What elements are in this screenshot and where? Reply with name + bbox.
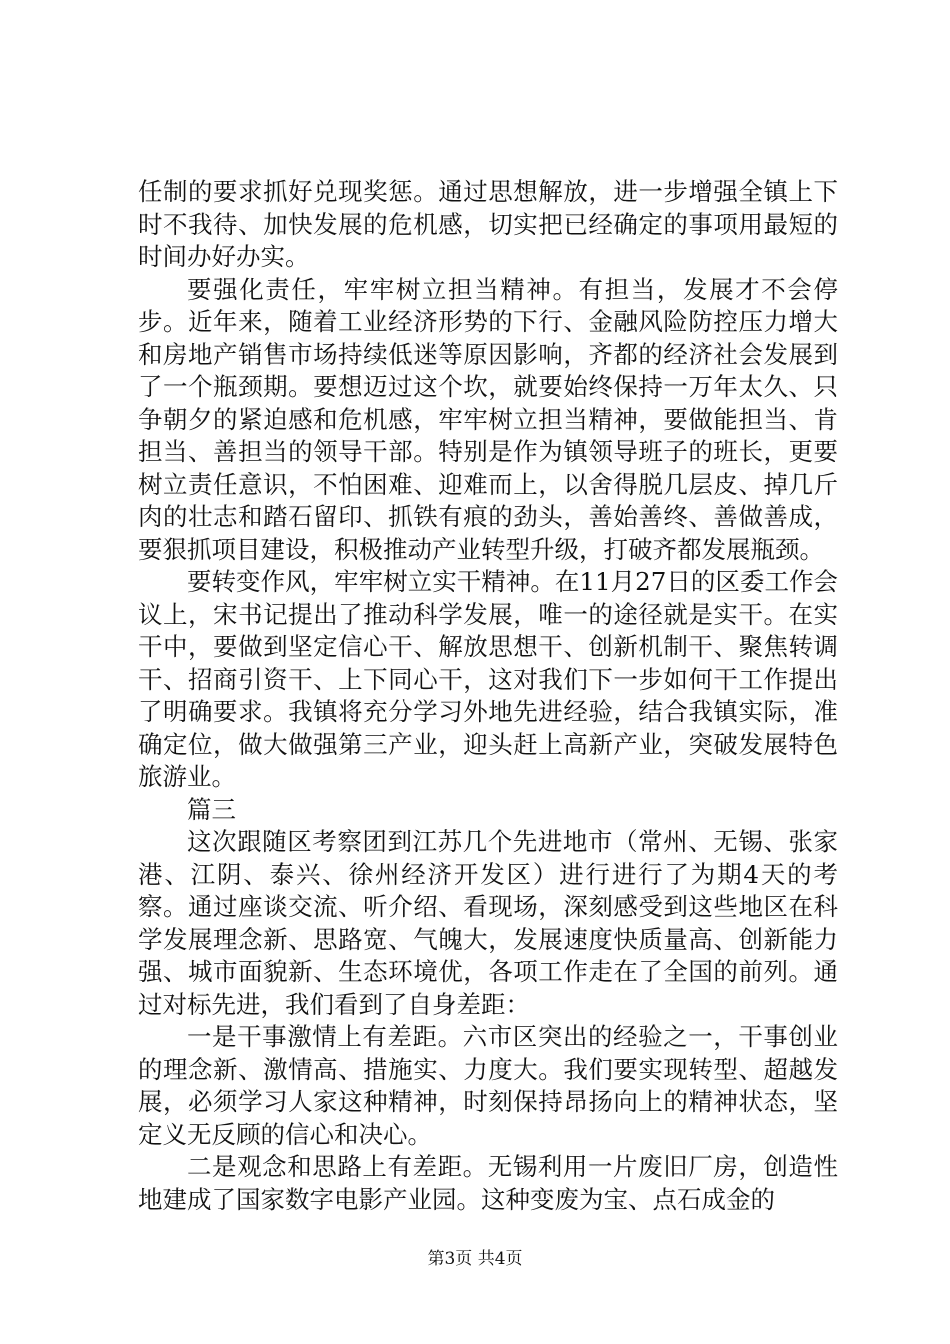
paragraph-inspection: 这次跟随区考察团到江苏几个先进地市（常州、无锡、张家港、江阴、泰兴、徐州经济开发区）进行进行了为期4天的考察。通过座谈交流、听介绍、看现场，深刻感受到这些地区在科学发展理念新、思路宽、气魄大，发展速度快质量高、创新能力强、城市面貌新、生态环境优，各项工作走在了全国的前列。通过对标先进，我们看到了自身差距：	[138, 827, 838, 1019]
paragraph-gap-passion: 一是干事激情上有差距。六市区突出的经验之一，干事创业的理念新、激情高、措施实、力度大。我们要实现转型、超越发展，必须学习人家这种精神，时刻保持昂扬向上的精神状态，坚定义无反顾的信心和决心。	[138, 1022, 838, 1149]
paragraph-continuation: 任制的要求抓好兑现奖惩。通过思想解放，进一步增强全镇上下时不我待、加快发展的危机感，切实把已经确定的事项用最短的时间办好办实。	[138, 177, 838, 271]
section-heading: 篇三	[187, 794, 236, 824]
paragraph-gap-thinking: 二是观念和思路上有差距。无锡利用一片废旧厂房，创造性地建成了国家数字电影产业园。这种变废为宝、点石成金的	[138, 1152, 838, 1214]
body-text	[138, 176, 838, 1216]
paragraph-responsibility: 要强化责任，牢牢树立担当精神。有担当，发展才不会停步。近年来，随着工业经济形势的下行、金融风险防控压力增大和房地产销售市场持续低迷等原因影响，齐都的经济社会发展到了一个瓶颈期。要想迈过这个坎，就要始终保持一万年太久、只争朝夕的紧迫感和危机感，牢牢树立担当精神，要做能担当、肯担当、善担当的领导干部。特别是作为镇领导班子的班长，更要树立责任意识，不怕困难、迎难而上，以舍得脱几层皮、掉几斤肉的壮志和踏石留印、抓铁有痕的劲头，善始善终、善做善成，要狠抓项目建设，积极推动产业转型升级，打破齐都发展瓶颈。	[138, 274, 838, 564]
paragraph-work-style: 要转变作风，牢牢树立实干精神。在11月27日的区委工作会议上，宋书记提出了推动科学发展，唯一的途径就是实干。在实干中，要做到坚定信心干、解放思想干、创新机制干、聚焦转调干、招商引资干、上下同心干，这对我们下一步如何干工作提出了明确要求。我镇将充分学习外地先进经验，结合我镇实际，准确定位，做大做强第三产业，迎头赶上高新产业，突破发展特色旅游业。	[138, 567, 838, 791]
page-footer: 第3页 共4页	[427, 1249, 523, 1269]
